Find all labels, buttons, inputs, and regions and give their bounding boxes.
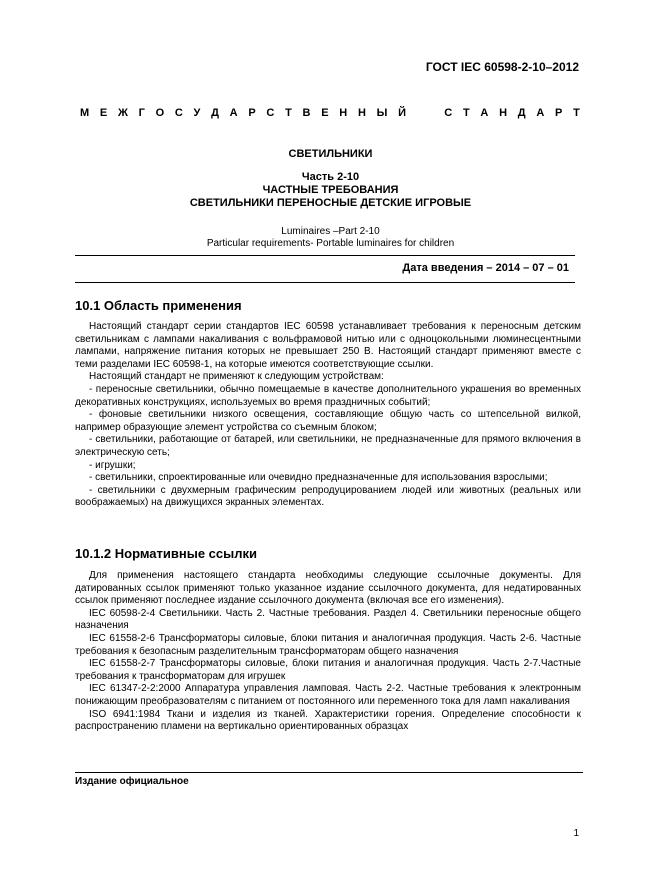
interstate-letter: У	[193, 107, 201, 119]
interstate-letter: Ж	[117, 107, 128, 119]
interstate-letter: Р	[248, 107, 256, 119]
interstate-letter: Н	[339, 107, 348, 119]
interstate-letter: Д	[211, 107, 219, 119]
divider-bottom	[75, 772, 583, 773]
scope-heading: 10.1 Область применения	[75, 298, 242, 313]
interstate-letter: Т	[462, 107, 470, 119]
document-code: ГОСТ IEC 60598-2-10–2012	[425, 60, 579, 74]
refs-item: IEC 61558-2-6 Трансформаторы силовые, блоки питания и аналогичная продукция. Часть 2-6. Частные требования к безопасным разделительным трансформаторам общего назначения	[75, 632, 581, 657]
interstate-letter: Г	[138, 107, 145, 119]
scope-body	[75, 321, 581, 510]
title-english-1: Luminaires –Part 2-10	[281, 226, 380, 237]
official-edition-label: Издание официальное	[75, 776, 189, 787]
page-number: 1	[573, 828, 579, 839]
interstate-letter: С	[444, 107, 453, 119]
refs-heading: 10.1.2 Нормативные ссылки	[75, 546, 257, 561]
interstate-letter: С	[266, 107, 275, 119]
interstate-letter: Р	[555, 107, 563, 119]
title-block	[0, 148, 661, 250]
refs-body	[75, 570, 581, 734]
divider-top	[75, 255, 575, 256]
title-english-2: Particular requirements- Portable luminaires for children	[206, 238, 455, 249]
title-sub2: СВЕТИЛЬНИКИ ПЕРЕНОСНЫЕ ДЕТСКИЕ ИГРОВЫЕ	[189, 197, 472, 209]
scope-item: - переносные светильники, обычно помещаемые в качестве дополнительного украшения во временных декоративных конструкциях, используемых во время праздничных событий;	[75, 383, 581, 408]
interstate-letter: Т	[573, 107, 580, 119]
interstate-letter: А	[480, 107, 489, 119]
title-main: СВЕТИЛЬНИКИ	[288, 148, 373, 160]
interstate-letter	[417, 107, 420, 119]
refs-item: ISO 6941:1984 Ткани и изделия из тканей. Характеристики горения. Определение способности к распространению пламени на вертикально ориентированных образцах	[75, 708, 581, 733]
scope-item: - фоновые светильники низкого освещения, составляющие общую часть со штепсельной вилкой, например образующие элемент устройства со съемным блоком;	[75, 409, 581, 433]
intro-date: Дата введения – 2014 – 07 – 01	[402, 262, 569, 274]
scope-item: - светильники с двухмерным графическим репродуцированием людей или животных (реальных или воображаемых) на движущихся экранных элементах.	[75, 484, 581, 509]
scope-item: - светильники, работающие от батарей, или светильники, не предназначенные для прямого включения в электрическую сеть;	[75, 434, 581, 458]
scope-paragraph: Настоящий стандарт серии стандартов IEC 60598 устанавливает требования к переносным детским светильникам с лампами накаливания с вольфрамовой нитью или с одноцокольными люминесцентными лампами, напряжение питания которых не превышает 250 В. Настоящий стандарт применяют вместе с теми разделами IEC 60598-1, на которые имеются соответствующие ссылки.	[75, 321, 581, 370]
refs-item: IEC 61558-2-7 Трансформаторы силовые, блоки питания и аналогичная продукция. Часть 2-7.Частные требования к трансформаторам для игрушек	[75, 658, 581, 682]
interstate-letter: Н	[499, 107, 508, 119]
title-part: Часть 2-10	[301, 171, 360, 183]
interstate-standard-heading	[80, 107, 580, 119]
interstate-letter: В	[302, 107, 311, 119]
refs-item: IEC 60598-2-4 Светильники. Часть 2. Частные требования. Раздел 4. Светильники переносные общего назначения	[75, 607, 581, 632]
interstate-letter: Е	[99, 107, 108, 119]
title-sub1: ЧАСТНЫЕ ТРЕБОВАНИЯ	[262, 184, 399, 196]
scope-paragraph: Настоящий стандарт не применяют к следующим устройствам:	[89, 371, 384, 383]
divider-date	[75, 282, 575, 283]
refs-item: IEC 61347-2-2:2000 Аппаратура управления ламповая. Часть 2-2. Частные требования к электронным понижающим преобразователям с питанием от постоянного или переменного тока для ламп накаливания	[75, 683, 581, 707]
scope-item: - светильники, спроектированные или очевидно предназначенные для использования взрослыми;	[89, 472, 548, 484]
refs-paragraph: Для применения настоящего стандарта необходимы следующие ссылочные документы. Для датированных ссылок применяют только указанное издание ссылочного документа, для недатированных ссылок применяют последнее издание ссылочного документа (включая все его изменения).	[75, 570, 581, 607]
interstate-letter: О	[155, 107, 165, 119]
interstate-letter: Е	[321, 107, 329, 119]
interstate-letter: А	[536, 107, 545, 119]
interstate-letter: А	[229, 107, 238, 119]
interstate-letter: Т	[285, 107, 292, 119]
interstate-letter	[431, 107, 434, 119]
interstate-letter: Д	[517, 107, 526, 119]
interstate-letter: С	[174, 107, 183, 119]
interstate-letter: Ы	[376, 107, 388, 119]
interstate-letter: Й	[398, 107, 407, 119]
interstate-letter: М	[80, 107, 90, 119]
interstate-letter: Н	[357, 107, 366, 119]
scope-item: - игрушки;	[89, 459, 136, 471]
